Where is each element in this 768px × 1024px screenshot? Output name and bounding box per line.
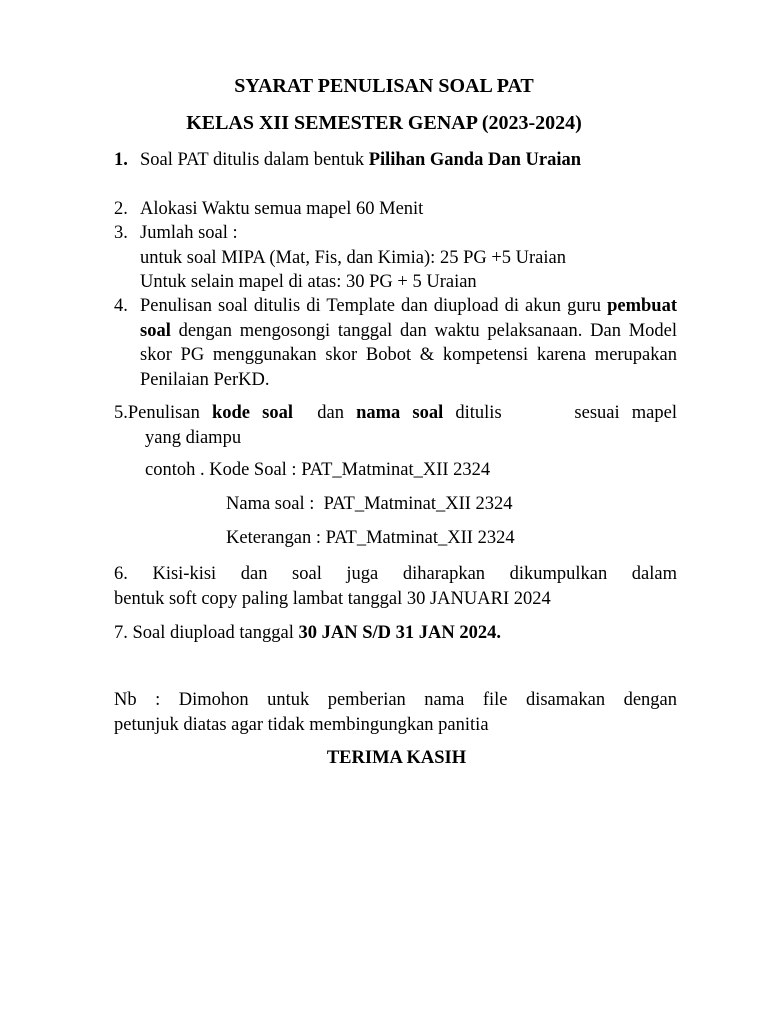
list-item-5 <box>114 401 677 450</box>
list-item-number: 2. <box>114 199 128 219</box>
list-item-7: 7. Soal diupload tanggal 30 JAN S/D 31 JAN 2024. <box>114 623 501 643</box>
list-item-number: 7. <box>114 623 128 643</box>
bold-text: 30 JAN S/D 31 JAN 2024. <box>298 623 501 643</box>
list-item-subline: Untuk selain mapel di atas: 30 PG + 5 Uraian <box>140 272 477 292</box>
list-item-continuation: bentuk soft copy paling lambat tanggal 30 JANUARI 2024 <box>114 588 551 609</box>
list-item-text: Penulisan soal ditulis di Template dan diupload di akun guru pembuat soal dengan mengosongi tanggal dan waktu pelaksanaan. Dan Model skor PG menggunakan skor Bobot & kompetensi karena merupakan Penilaian PerKD. <box>140 296 677 390</box>
list-item-number: 4. <box>114 296 128 316</box>
example-line: Nama soal : PAT_Matminat_XII 2324 <box>226 494 513 514</box>
list-item-number: 6. <box>114 564 128 584</box>
list-item-number: 5. <box>114 403 128 423</box>
list-item-number: 1. <box>114 150 128 170</box>
example-line: Keterangan : PAT_Matminat_XII 2324 <box>226 528 515 548</box>
list-item-2 <box>114 197 677 222</box>
list-item-text <box>140 221 677 295</box>
list-item-text: Soal PAT ditulis dalam bentuk Pilihan Ganda Dan Uraian <box>140 150 581 170</box>
list-item-number: 3. <box>114 223 128 243</box>
note-line: Nb : Dimohon untuk pemberian nama file disamakan dengan <box>114 690 677 710</box>
list-item-text: Alokasi Waktu semua mapel 60 Menit <box>140 199 424 219</box>
document-subtitle: KELAS XII SEMESTER GENAP (2023-2024) <box>186 112 582 134</box>
bold-text: kode soal <box>211 403 293 423</box>
list-item-subline: untuk soal MIPA (Mat, Fis, dan Kimia): 25 PG +5 Uraian <box>140 247 566 268</box>
list-item-heading: Jumlah soal : <box>140 223 238 243</box>
list-item-text: 5.Penulisan kode soal dan nama soal ditulis sesuai mapel <box>114 403 677 423</box>
bold-text: nama soal <box>356 403 444 423</box>
list-item-1 <box>114 148 677 173</box>
document-title: SYARAT PENULISAN SOAL PAT <box>234 75 534 97</box>
note-paragraph <box>114 688 677 737</box>
example-line: contoh . Kode Soal : PAT_Matminat_XII 2324 <box>145 460 491 480</box>
list-item-6 <box>114 562 677 611</box>
note-line: petunjuk diatas agar tidak membingungkan panitia <box>114 714 489 735</box>
list-item-continuation: yang diampu <box>145 427 242 448</box>
closing-text: TERIMA KASIH <box>326 748 467 768</box>
list-item-3 <box>114 221 677 295</box>
list-item-text: 6. Kisi-kisi dan soal juga diharapkan dikumpulkan dalam <box>114 564 678 584</box>
list-item-4 <box>114 294 677 392</box>
bold-text: pembuat soal <box>140 296 677 341</box>
bold-text: Pilihan Ganda Dan Uraian <box>368 150 581 170</box>
